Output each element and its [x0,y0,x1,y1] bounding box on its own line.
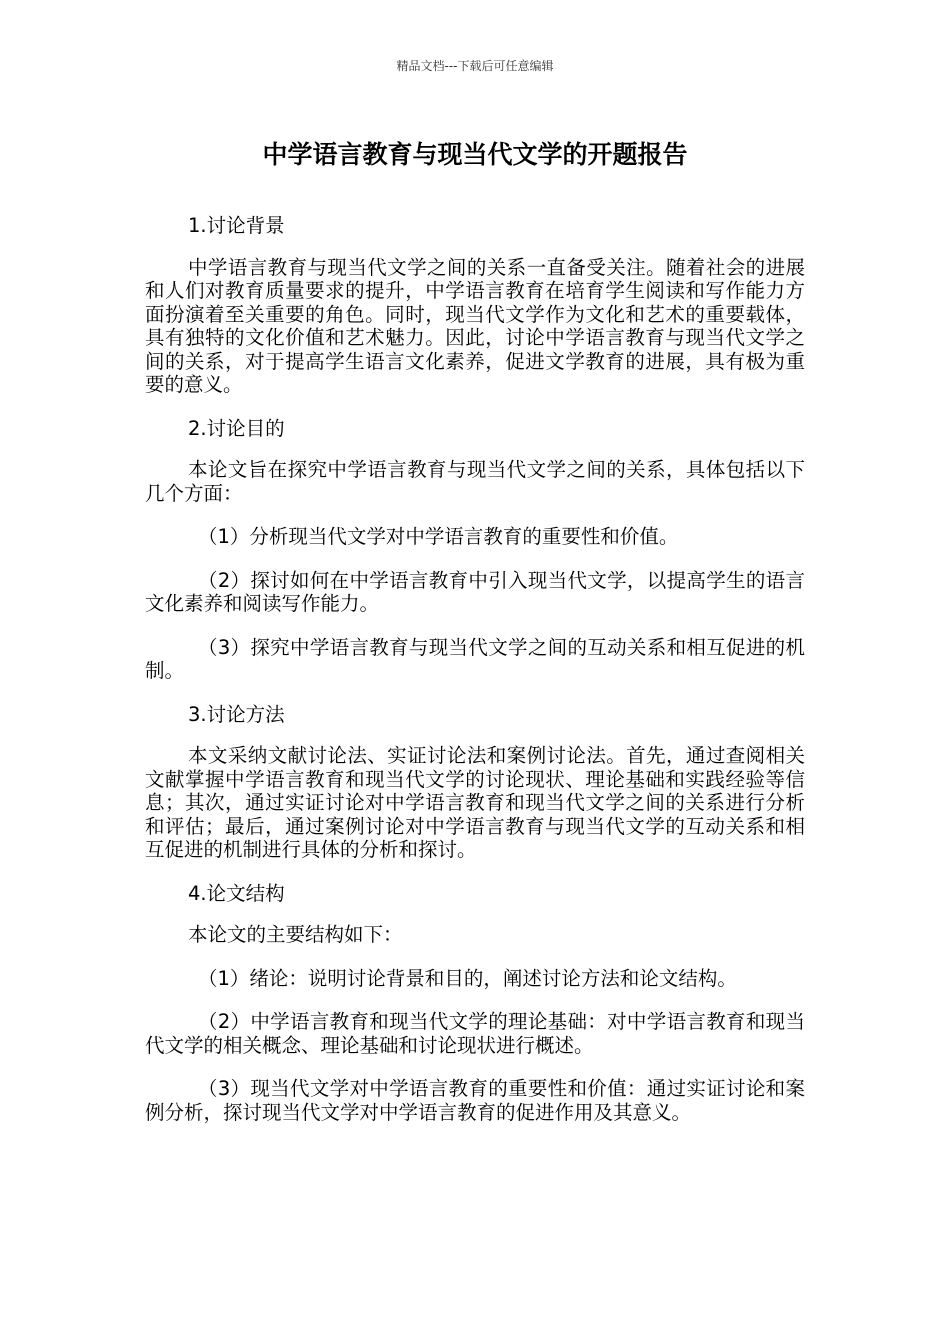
document-body [145,214,805,1144]
purpose-item: （2）探讨如何在中学语言教育中引入现当代文学，以提高学生的语言文化素养和阅读写作能力。 [145,568,805,615]
section-intro-purpose: 本论文旨在探究中学语言教育与现当代文学之间的关系，具体包括以下几个方面： [145,458,805,505]
section-intro-structure: 本论文的主要结构如下： [188,923,403,946]
structure-item: （2）中学语言教育和现当代文学的理论基础：对中学语言教育和现当代文学的相关概念、理论基础和讨论现状进行概述。 [145,1010,805,1057]
structure-item: （3）现当代文学对中学语言教育的重要性和价值：通过实证讨论和案例分析，探讨现当代文学对中学语言教育的促进作用及其意义。 [145,1077,805,1124]
purpose-item: （3）探究中学语言教育与现当代文学之间的互动关系和相互促进的机制。 [145,635,805,682]
section-heading-structure: 4.论文结构 [188,881,285,905]
section-heading-background: 1.讨论背景 [188,214,285,237]
structure-item: （1）绪论：说明讨论背景和目的，阐述讨论方法和论文结构。 [198,966,737,990]
section-heading-purpose: 2.讨论目的 [188,416,285,440]
section-text-method: 本文采纳文献讨论法、实证讨论法和案例讨论法。首先，通过查阅相关文献掌握中学语言教育和现当代文学的讨论现状、理论基础和实践经验等信息；其次，通过实证讨论对中学语言教育和现当代文学之间的关系进行分析和评估；最后，通过案例讨论对中学语言教育与现当代文学的互动关系和相互促进的机制进行具体的分析和探讨。 [145,744,805,861]
page-title: 中学语言教育与现当代文学的开题报告 [262,140,688,169]
purpose-item: （1）分析现当代文学对中学语言教育的重要性和价值。 [198,525,679,548]
section-text-background: 中学语言教育与现当代文学之间的关系一直备受关注。随着社会的进展和人们对教育质量要求的提升，中学语言教育在培育学生阅读和写作能力方面扮演着至关重要的角色。同时，现当代文学作为文化和艺术的重要载体，具有独特的文化价值和艺术魅力。因此，讨论中学语言教育与现当代文学之间的关系，对于提高学生语言文化素养，促进文学教育的进展，具有极为重要的意义。 [145,255,805,396]
section-heading-method: 3.讨论方法 [188,702,285,726]
header-note: 精品文档---下载后可任意编辑 [396,59,554,73]
